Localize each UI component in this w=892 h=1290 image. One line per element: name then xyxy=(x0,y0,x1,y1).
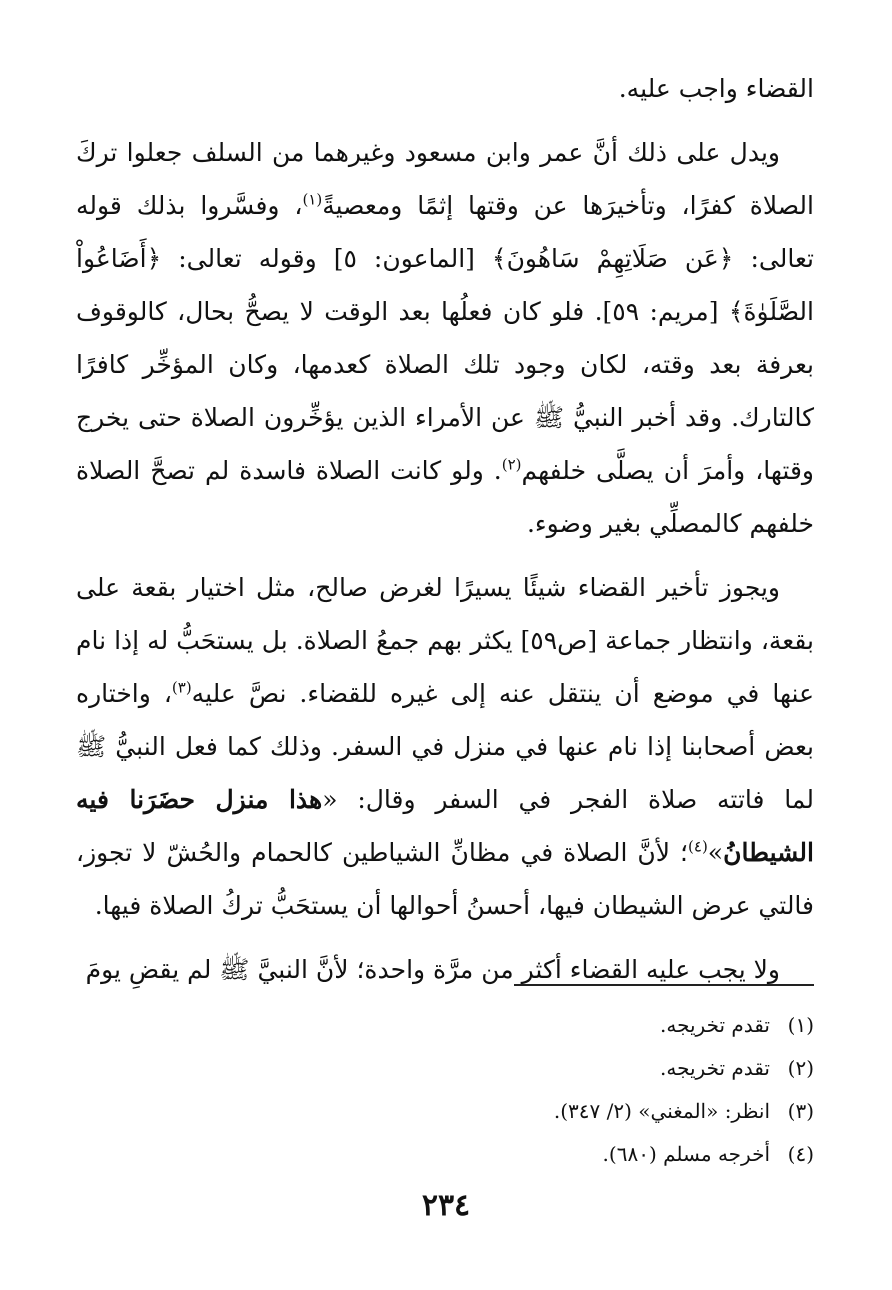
text-run: ويجوز تأخير القضاء شيئًا يسيرًا لغرض صالح، مثل اختيار بقعة على بقعة، وانتظار جماعة [ص٥٩] يكثر بهم جمعُ الصلاة. بل يستحَبُّ له إذا نام عنها في موضع أن ينتقل عنه إلى غيره للقضاء. نصَّ عليه xyxy=(76,573,814,708)
footnote-item xyxy=(76,1090,814,1133)
quran-quote: ﴿أَضَاعُواْ الصَّلَوٰةَ﴾ xyxy=(76,244,814,326)
text-run: ولا يجب عليه القضاء أكثر من مرَّة واحدة؛ لأنَّ النبيَّ ﷺ لم يقضِ يومَ xyxy=(85,955,780,984)
footnote-text: تقدم تخريجه. xyxy=(660,1013,770,1037)
text-run: ، واختاره بعض أصحابنا إذا نام عنها في منزل في السفر. وذلك كما فعل النبيُّ ﷺ لما فاتته صلاة الفجر في السفر وقال: « xyxy=(76,679,814,814)
footnote-marker: (٤) xyxy=(688,837,708,856)
text-run: [مريم: ٥٩]. فلو كان فعلُها بعد الوقت لا يصحُّ بحال، كالوقوف بعرفة بعد وقته، لكان وجود تلك الصلاة كعدمها، وكان المؤخِّر كافرًا كالتارك. وقد أخبر النبيُّ ﷺ عن الأمراء الذين يؤخِّرون الصلاة حتى يخرج وقتها، وأمرَ أن يصلَّى خلفهم xyxy=(76,297,814,485)
page-number: ٢٣٤ xyxy=(421,1188,471,1223)
footnote-text: أخرجه مسلم (٦٨٠). xyxy=(602,1142,770,1166)
text-run: ؛ لأنَّ الصلاة في مظانِّ الشياطين كالحمام والحُشّ لا تجوز، فالتي عرض الشيطان فيها، أحسنُ أحوالها أن يستحَبُّ تركُ الصلاة فيها. xyxy=(76,838,814,920)
text-run: القضاء واجب عليه. xyxy=(618,74,814,103)
paragraph-once-only xyxy=(76,943,814,996)
paragraph-continuation xyxy=(76,62,814,115)
paragraph-delay-qada xyxy=(76,561,814,932)
text-run: . ولو كانت الصلاة فاسدة لم تصحَّ الصلاة خلفهم كالمصلِّي بغير وضوء. xyxy=(76,456,814,538)
footnote-divider xyxy=(514,984,814,986)
footnote-number: (١) xyxy=(787,1013,814,1037)
footnote-number: (٢) xyxy=(787,1056,814,1080)
text-run: ، وفسَّروا بذلك قوله تعالى: xyxy=(76,191,814,273)
text-run: ويدل على ذلك أنَّ عمر وابن مسعود وغيرهما من السلف جعلوا تركَ الصلاة كفرًا، وتأخيرَها عن وقتها إثمًا ومعصيةً xyxy=(76,138,814,220)
main-text xyxy=(76,62,814,996)
hadith-quote: هذا منزل حضَرَنا فيه الشيطانُ xyxy=(76,785,814,867)
footnote-marker: (٢) xyxy=(501,455,522,474)
footnote-marker: (٣) xyxy=(171,678,192,697)
footnote-number: (٤) xyxy=(787,1142,814,1166)
footnote-item xyxy=(76,1047,814,1090)
footnote-item xyxy=(76,1133,814,1176)
footnote-text: انظر: «المغني» (٢/ ٣٤٧). xyxy=(553,1099,770,1123)
footnotes xyxy=(76,1004,814,1176)
paragraph-evidence xyxy=(76,126,814,550)
text-run: » xyxy=(707,838,724,867)
footnote-marker: (١) xyxy=(302,190,323,209)
footnote-item xyxy=(76,1004,814,1047)
text-run: [الماعون: ٥] وقوله تعالى: xyxy=(161,244,492,273)
footnote-text: تقدم تخريجه. xyxy=(660,1056,770,1080)
footnote-number: (٣) xyxy=(787,1099,814,1123)
quran-quote: ﴿عَن صَلَاتِهِمْ سَاهُونَ﴾ xyxy=(491,244,734,273)
